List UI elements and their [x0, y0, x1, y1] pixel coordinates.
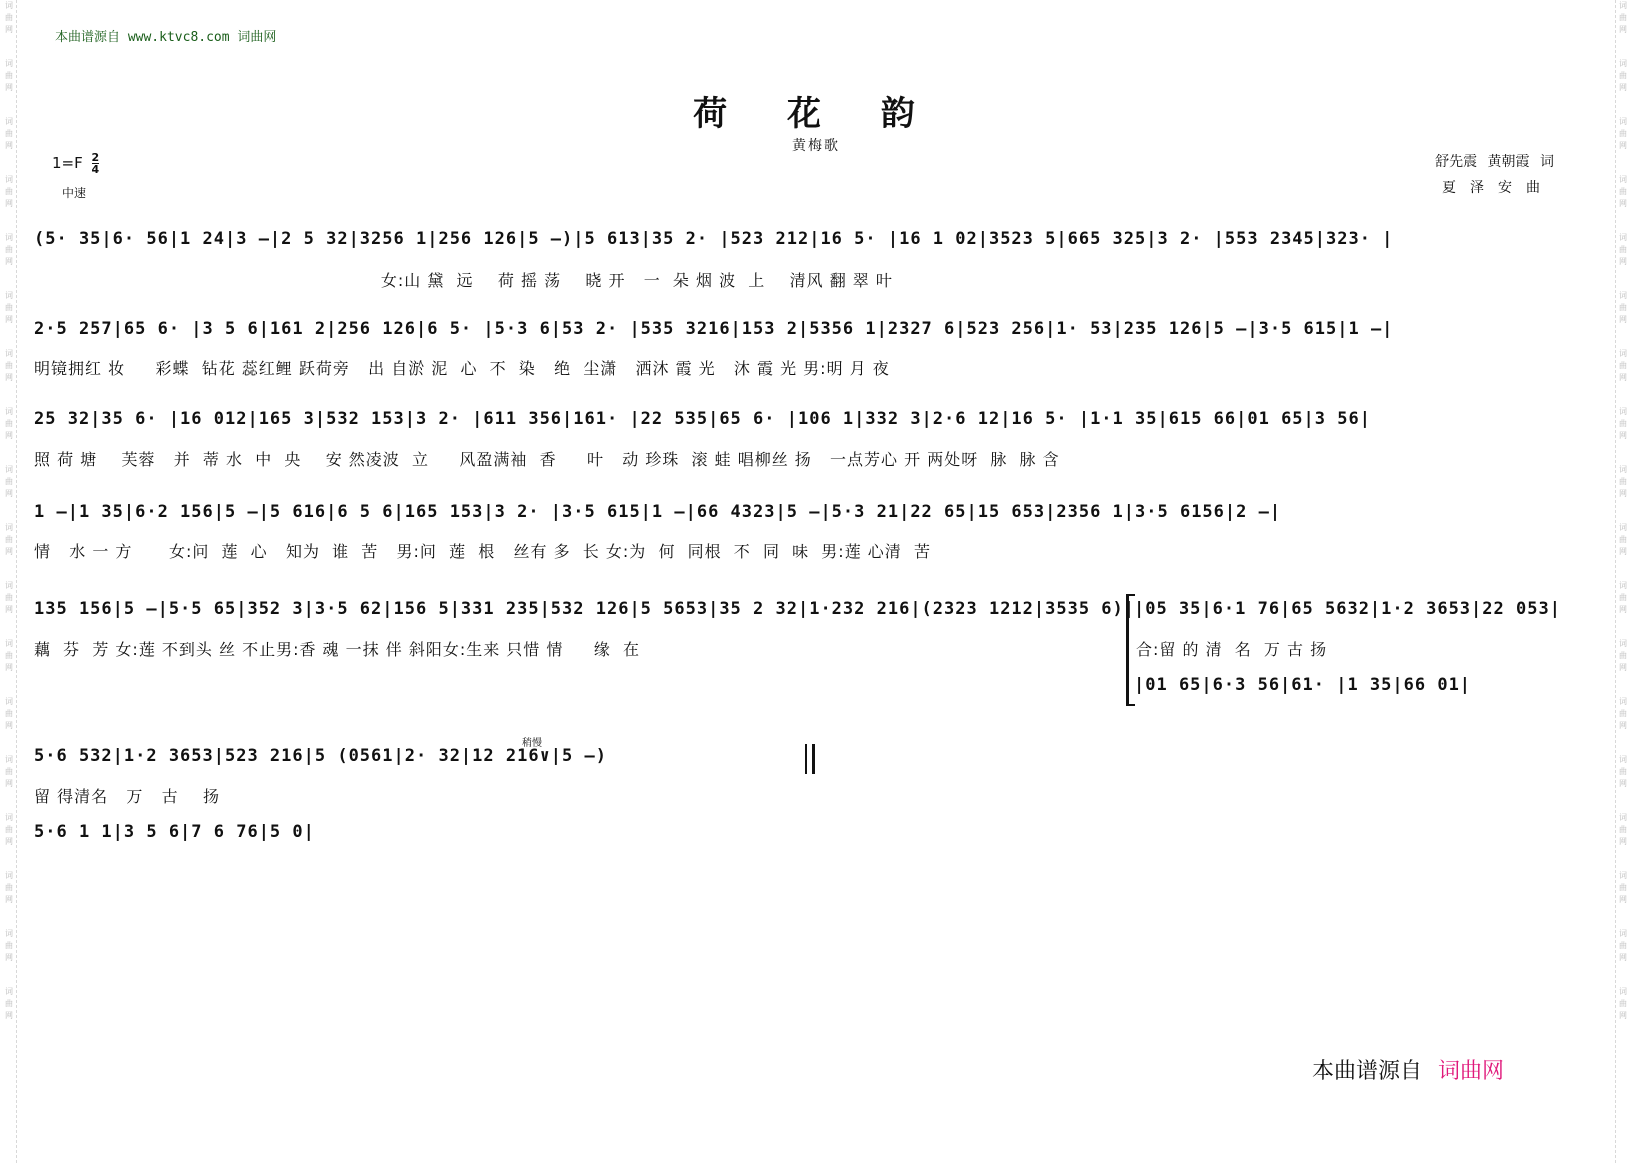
notation-line-7-upper: 5·6 532|1·2 3653|523 216|5 (0561|2· 32|12 216∨|5 –) [34, 746, 607, 766]
key-label: 1=F [52, 154, 83, 172]
lyrics-line-1: 女:山 黛 远 荷 摇 荡 晓 开 一 朵 烟 波 上 清风 翻 翠 叶 [34, 271, 893, 290]
song-title: 荷 花 韵 [693, 94, 939, 134]
lyricist-credit: 舒先震 黄朝霞 词 [1435, 154, 1554, 170]
notation-line-7-lower: 5·6 1 1|3 5 6|7 6 76|5 0| [34, 822, 315, 842]
time-signature-denominator: 4 [91, 163, 100, 176]
notation-line-4: 1 –|1 35|6·2 156|5 –|5 616|6 5 6|165 153|3 2· |3·5 615|1 –|66 4323|5 –|5·3 21|22 65|15 653|2356 1|3·5 6156|2 –| [34, 502, 1282, 522]
tempo-marking: 中速 [62, 186, 87, 200]
lyrics-line-6-chorus: 合:留 的 清 名 万 古 扬 [1136, 640, 1328, 659]
notation-line-1: (5· 35|6· 56|1 24|3 –|2 5 32|3256 1|256 126|5 –)|5 613|35 2· |523 212|16 5· |16 1 02|3523 5|665 325|3 2· |553 2345|323· | [34, 229, 1394, 249]
source-note-bottom [1312, 1054, 1504, 1085]
key-signature [52, 152, 99, 175]
time-signature-numerator: 2 [91, 151, 100, 164]
lyrics-line-5: 藕 芬 芳 女:莲 不到头 丝 不止男:香 魂 一抹 伴 斜阳女:生来 只惜 情 缘 在 [34, 640, 640, 659]
source-note-top: 本曲谱源自 www.ktvc8.com 词曲网 [55, 30, 277, 45]
notation-line-6-lower: |01 65|6·3 56|61· |1 35|66 01| [1134, 675, 1472, 695]
source-bottom-prefix: 本曲谱源自 [1312, 1059, 1423, 1084]
left-watermark-strip: 词曲网 词曲网 词曲网 词曲网 词曲网 词曲网 词曲网 词曲网 词曲网 词曲网 词曲网 词曲网 词曲网 词曲网 词曲网 词曲网 词曲网 词曲网 [2, 0, 17, 1163]
time-signature [92, 152, 100, 175]
lyrics-line-2: 明镜拥红 妆 彩蝶 钻花 蕊红鲤 跃荷旁 出 自淤 泥 心 不 染 绝 尘潇 洒沐 霞 光 沐 霞 光 男:明 月 夜 [34, 359, 890, 378]
notation-line-3: 25 32|35 6· |16 012|165 3|532 153|3 2· |611 356|161· |22 535|65 6· |106 1|332 3|2·6 12|16 5· |1·1 35|615 66|01 65|3 56| [34, 409, 1371, 429]
lyrics-line-4: 情 水 一 方 女:问 莲 心 知为 谁 苦 男:问 莲 根 丝有 多 长 女:为 何 同根 不 同 味 男:莲 心清 苦 [34, 542, 931, 561]
tempo-change-marking: 稍慢 [522, 738, 542, 749]
final-barline [805, 744, 815, 774]
source-bottom-site-link[interactable]: 词曲网 [1438, 1059, 1505, 1084]
notation-line-5: 135 156|5 –|5·5 65|352 3|3·5 62|156 5|331 235|532 126|5 5653|35 2 32|1·232 216|(2323 1212|3535 6)| [34, 599, 1136, 619]
composer-credit: 夏泽安曲 [1442, 180, 1554, 196]
right-watermark-strip: 词曲网 词曲网 词曲网 词曲网 词曲网 词曲网 词曲网 词曲网 词曲网 词曲网 词曲网 词曲网 词曲网 词曲网 词曲网 词曲网 词曲网 词曲网 [1615, 0, 1630, 1163]
notation-line-6-upper: |05 35|6·1 76|65 5632|1·2 3653|22 053| [1134, 599, 1561, 619]
notation-line-2: 2·5 257|65 6· |3 5 6|161 2|256 126|6 5· |5·3 6|53 2· |535 3216|153 2|5356 1|2327 6|523 256|1· 53|235 126|5 –|3·5 615|1 –| [34, 319, 1394, 339]
lyrics-line-7: 留 得清名 万 古 扬 [34, 787, 220, 806]
song-subtitle: 黄梅歌 [792, 138, 840, 154]
lyrics-line-3: 照 荷 塘 芙蓉 并 蒂 水 中 央 安 然凌波 立 风盈满袖 香 叶 动 珍珠 滚 蛙 唱柳丝 扬 一点芳心 开 两处呀 脉 脉 含 [34, 450, 1060, 469]
